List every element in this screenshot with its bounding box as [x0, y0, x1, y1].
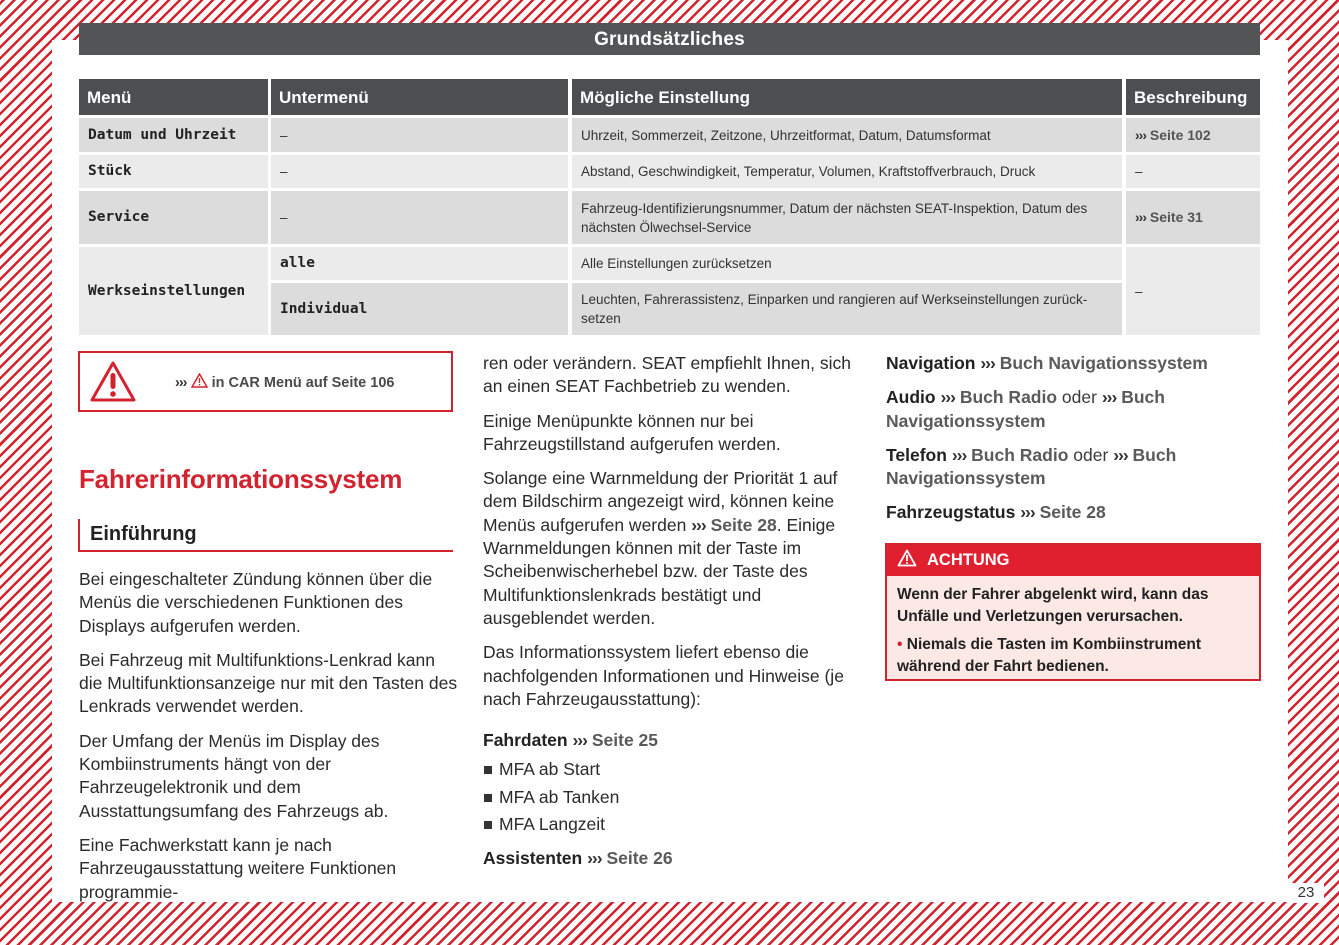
table-cell-submenu: alle: [271, 247, 568, 280]
achtung-text: Wenn der Fahrer abgelenkt wird, kann das Unfälle und Verletzungen verursachen.: [897, 586, 1209, 625]
subsection-title: Einführung: [78, 519, 453, 552]
paragraph: Eine Fachwerkstatt kann je nach Fahrzeugausstattung weitere Funktionen programmie-: [79, 834, 397, 902]
page-link[interactable]: Seite 31: [1149, 209, 1203, 225]
table-cell-setting: Leuchten, Fahrerassistenz, Einparken und rangieren auf Werkseinstellungen zurück-setzen: [572, 283, 1122, 335]
paragraph: Das Informationssystem liefert ebenso die nachfolgenden Informationen und Hinweise (je nach Fahrzeugausstattung):: [483, 642, 844, 709]
chevron-link-icon: ›››: [1113, 444, 1128, 465]
page-link[interactable]: Seite 26: [606, 847, 673, 868]
achtung-body: [887, 576, 1259, 678]
table-cell-reference: –: [1126, 247, 1260, 335]
paragraph: Einige Menüpunkte können nur bei Fahrzeugstillstand aufgerufen werden.: [483, 410, 781, 454]
page-link[interactable]: Seite 28: [1039, 502, 1106, 523]
list-item: MFA ab Tanken: [483, 784, 863, 812]
paragraph: Der Umfang der Menüs im Display des Kombiinstruments hängt von der Fahrzeugelektronik und dem Ausstattungsumfang des Fahrzeugs ab.: [79, 730, 389, 821]
achtung-warning-box: [885, 543, 1261, 681]
fahrdaten-list: [483, 756, 863, 839]
fahrdaten-line: Fahrdaten ››› Seite 25: [483, 730, 658, 751]
chevron-link-icon: ›››: [691, 514, 706, 535]
audio-line: Audio ››› Buch Radio oder ››› Buch Navigationssystem: [886, 387, 1165, 431]
page-title: Grundsätzliches: [79, 23, 1260, 55]
fahrzeugstatus-line: Fahrzeugstatus ››› Seite 28: [886, 502, 1106, 523]
table-cell-submenu: –: [271, 155, 568, 188]
chevron-link-icon: ›››: [587, 847, 602, 868]
achtung-header: [887, 545, 1259, 576]
paragraph: Solange eine Warnmeldung der Priorität 1 auf dem Bildschirm angezeigt wird, können keine Menüs aufgerufen werden ››› Seite 28. Einige Warnmeldungen können mit der Taste im Scheibenwischerhebel bzw. der Taste des Multifunktionslenkrads bestätigt und ausgeblendet werden.: [483, 468, 838, 628]
paragraph: Bei Fahrzeug mit Multifunktions-Lenkrad kann die Multifunktionsanzeige nur mit den Tasten des Lenkrads verwendet werden.: [79, 649, 458, 717]
table-cell-menu: Datum und Uhrzeit: [79, 118, 268, 152]
chevron-link-icon: ›››: [980, 353, 995, 373]
text-column-1: [79, 568, 459, 915]
chevron-link-icon: ›››: [1135, 209, 1146, 225]
telefon-line: Telefon ››› Buch Radio oder ››› Buch Navigationssystem: [886, 444, 1177, 489]
book-link[interactable]: Buch Radio: [971, 444, 1069, 465]
section-title: Fahrerinformationssystem: [79, 464, 403, 494]
table-cell-menu: Stück: [79, 155, 268, 188]
page-link[interactable]: Seite 102: [1149, 126, 1211, 143]
paragraph: ren oder verändern. SEAT empfiehlt Ihnen, sich an einen SEAT Fachbetrieb zu wenden.: [483, 353, 852, 397]
table-header-menu: Menü: [79, 79, 268, 115]
table-cell-setting: Alle Einstellungen zurücksetzen: [572, 247, 1122, 280]
text-column-3: [886, 352, 1261, 536]
table-cell-setting: Uhrzeit, Sommerzeit, Zeitzone, Uhrzeitformat, Datum, Datumsformat: [572, 118, 1122, 152]
list-item: MFA ab Start: [483, 756, 863, 784]
table-cell-menu: Werkseinstellungen: [79, 247, 268, 335]
table-header-submenu: Untermenü: [271, 79, 568, 115]
table-header-setting: Mögliche Einstellung: [572, 79, 1122, 115]
paragraph: Bei eingeschalteter Zündung können über die Menüs die verschiedenen Funktionen des Displays aufgerufen werden.: [79, 569, 433, 636]
achtung-title: ACHTUNG: [927, 551, 1010, 569]
table-cell-submenu: –: [271, 191, 568, 244]
chevron-link-icon: ›››: [940, 387, 955, 408]
page-number: 23: [1288, 883, 1324, 903]
table-cell-reference: –: [1126, 155, 1260, 188]
chevron-link-icon: ›››: [1135, 126, 1146, 143]
table-cell-submenu: Individual: [271, 283, 568, 335]
table-header-description: Beschreibung: [1126, 79, 1260, 115]
table-cell-menu: Service: [79, 191, 268, 244]
page-link[interactable]: Seite 25: [591, 730, 658, 751]
bullet-icon: •: [897, 636, 903, 653]
warning-triangle-icon: [89, 360, 137, 409]
book-link[interactable]: Buch Navigationssystem: [999, 353, 1208, 373]
table-cell-setting: Fahrzeug-Identifizierungsnummer, Datum der nächsten SEAT-Inspektion, Datum des nächsten Ölwechsel-Service: [572, 191, 1122, 244]
book-link[interactable]: Buch Radio: [959, 387, 1058, 408]
chevron-link-icon: ›››: [175, 375, 187, 391]
achtung-item: • Niemals die Tasten im Kombiinstrument während der Fahrt bedienen.: [897, 636, 1202, 675]
list-item: MFA Langzeit: [483, 811, 863, 839]
navigation-line: Navigation ››› Buch Navigationssystem: [886, 353, 1208, 373]
warning-reference-box[interactable]: [78, 351, 453, 412]
page-link[interactable]: Seite 28: [710, 514, 777, 535]
chevron-link-icon: ›››: [951, 444, 967, 465]
book-link[interactable]: Buch Navigationssystem: [886, 444, 1177, 489]
table-cell-submenu: –: [271, 118, 568, 152]
small-warning-icon: [191, 375, 208, 391]
chevron-link-icon: ›››: [1020, 502, 1035, 523]
warning-reference-link[interactable]: in CAR Menü auf Seite 106: [211, 375, 395, 391]
assistenten-line: Assistenten ››› Seite 26: [483, 847, 673, 868]
text-column-2: [483, 352, 863, 881]
table-cell-setting: Abstand, Geschwindigkeit, Temperatur, Volumen, Kraftstoffverbrauch, Druck: [572, 155, 1122, 188]
warning-triangle-icon: [897, 549, 917, 572]
table-cell-reference[interactable]: [1126, 191, 1260, 244]
table-cell-reference[interactable]: [1126, 118, 1260, 152]
chevron-link-icon: ›››: [572, 730, 587, 751]
book-link[interactable]: Buch Navigationssystem: [886, 387, 1165, 431]
chevron-link-icon: ›››: [1101, 387, 1117, 408]
warning-reference-text[interactable]: [175, 373, 394, 391]
